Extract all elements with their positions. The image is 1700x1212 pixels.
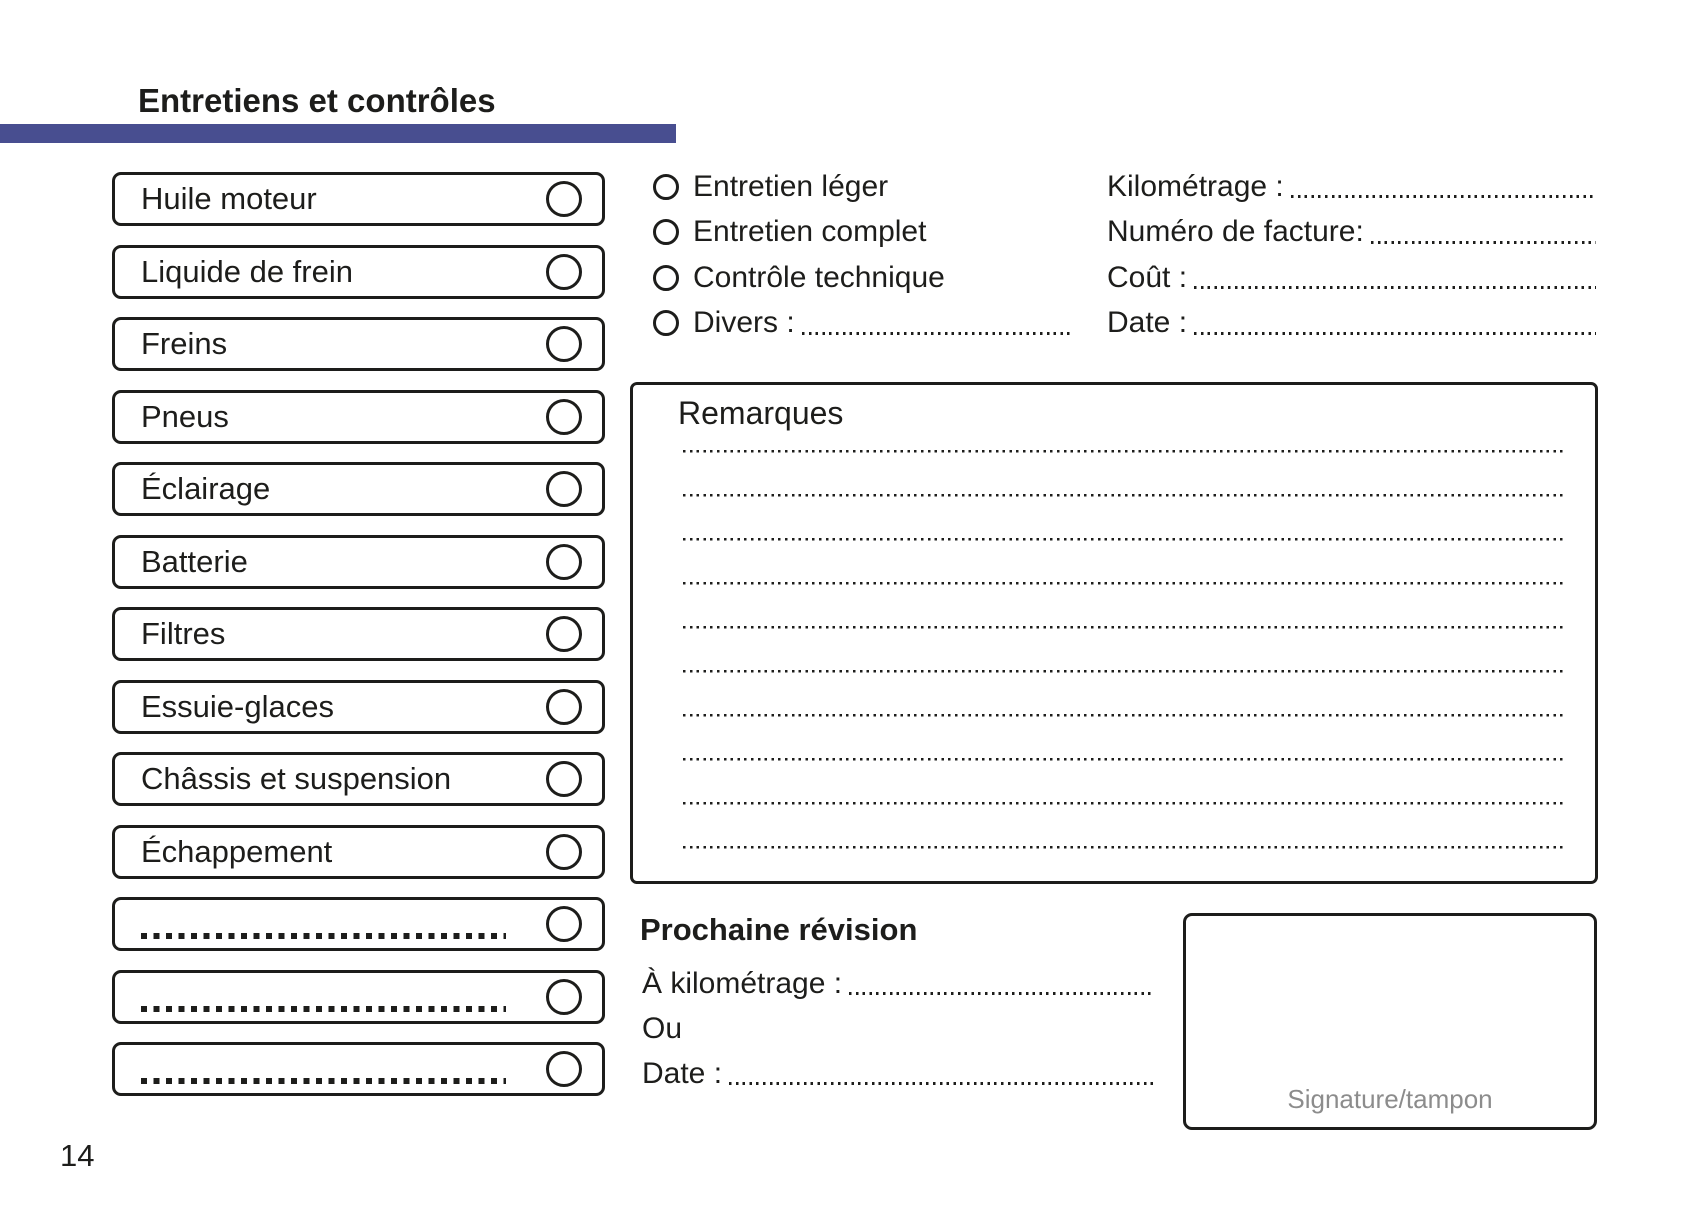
remarks-writing-line (683, 670, 1567, 714)
dotted-leader (1371, 241, 1596, 244)
blank-dotted-line (141, 1078, 506, 1084)
check-circle (546, 254, 582, 290)
remarks-writing-line (683, 714, 1567, 758)
checklist-item (112, 1042, 605, 1096)
record-field-row (1107, 216, 1596, 249)
checklist-item (112, 825, 605, 879)
service-type-row (653, 216, 1070, 249)
dotted-leader (849, 992, 1153, 995)
check-circle (546, 834, 582, 870)
service-type-label: Contrôle technique (693, 260, 945, 294)
remarks-title: Remarques (678, 395, 844, 431)
record-field-row (1107, 307, 1596, 340)
record-field-label: Date : (1107, 306, 1188, 339)
next-service-row (642, 1058, 1153, 1090)
radio-circle (653, 174, 679, 200)
next-service-title: Prochaine révision (640, 912, 918, 947)
remarks-writing-line (683, 626, 1567, 670)
dotted-leader (1291, 195, 1596, 198)
title-underline-bar (0, 124, 676, 143)
remarks-writing-line (683, 802, 1567, 846)
remarks-box (630, 382, 1598, 884)
service-type-label: Entretien complet (693, 215, 927, 248)
next-service-row (642, 1013, 1153, 1045)
maintenance-checklist (112, 172, 605, 1096)
check-circle (546, 616, 582, 652)
check-circle (546, 761, 582, 797)
remarks-writing-line (683, 538, 1567, 582)
remarks-writing-line (683, 582, 1567, 626)
remarks-writing-line (683, 494, 1567, 538)
radio-circle (653, 219, 679, 245)
blank-dotted-line (141, 1006, 506, 1012)
service-type-options (653, 170, 1070, 340)
record-field-label: Kilométrage : (1107, 169, 1284, 203)
checklist-item-label: Filtres (141, 616, 226, 651)
checklist-item-label: Essuie-glaces (141, 688, 334, 724)
service-type-row (653, 307, 1070, 340)
record-field-row (1107, 261, 1596, 294)
check-circle (546, 471, 582, 507)
checklist-item (112, 897, 605, 951)
remarks-writing-line (683, 450, 1567, 494)
checklist-item (112, 462, 605, 516)
checklist-item (112, 535, 605, 589)
check-circle (546, 1051, 582, 1087)
record-field-label: Numéro de facture: (1107, 215, 1364, 248)
service-type-row (653, 261, 1070, 294)
checklist-item-label: Batterie (141, 543, 248, 579)
next-service-label: Date : (642, 1057, 723, 1090)
checklist-item-label: Châssis et suspension (141, 761, 452, 796)
blank-dotted-line (141, 933, 506, 939)
check-circle (546, 399, 582, 435)
checklist-item-label: Huile moteur (141, 181, 317, 216)
dotted-leader (802, 332, 1070, 335)
checklist-item (112, 680, 605, 734)
record-field-label: Coût : (1107, 260, 1188, 294)
signature-box (1183, 913, 1597, 1130)
dotted-leader (1194, 332, 1596, 335)
next-service-label: Ou (642, 1012, 683, 1045)
checklist-item (112, 390, 605, 444)
next-service-row (642, 968, 1153, 1000)
page-title: Entretiens et contrôles (138, 82, 496, 119)
check-circle (546, 906, 582, 942)
next-service-rows (642, 968, 1153, 1090)
remarks-writing-line (683, 846, 1567, 890)
next-service-label: À kilométrage : (642, 967, 843, 1000)
service-type-label: Entretien léger (693, 169, 889, 203)
checklist-item-label: Éclairage (141, 471, 271, 506)
dotted-leader (1194, 286, 1596, 289)
service-type-row (653, 170, 1070, 203)
remarks-lines (683, 450, 1567, 890)
radio-circle (653, 310, 679, 336)
checklist-item-label: Pneus (141, 398, 229, 434)
check-circle (546, 326, 582, 362)
checklist-item-label: Liquide de frein (141, 253, 353, 289)
check-circle (546, 979, 582, 1015)
service-record-fields (1107, 170, 1596, 340)
checklist-item-label: Échappement (141, 833, 333, 869)
checklist-item (112, 245, 605, 299)
checklist-item (112, 607, 605, 661)
dotted-leader (729, 1082, 1153, 1085)
checklist-item-label: Freins (141, 326, 228, 361)
radio-circle (653, 265, 679, 291)
checklist-item (112, 970, 605, 1024)
service-type-label: Divers : (693, 306, 795, 339)
check-circle (546, 181, 582, 217)
check-circle (546, 544, 582, 580)
record-field-row (1107, 170, 1596, 203)
check-circle (546, 689, 582, 725)
signature-label: Signature/tampon (1287, 1084, 1493, 1114)
checklist-item (112, 752, 605, 806)
checklist-item (112, 317, 605, 371)
page-number: 14 (60, 1138, 95, 1173)
remarks-writing-line (683, 758, 1567, 802)
checklist-item (112, 172, 605, 226)
